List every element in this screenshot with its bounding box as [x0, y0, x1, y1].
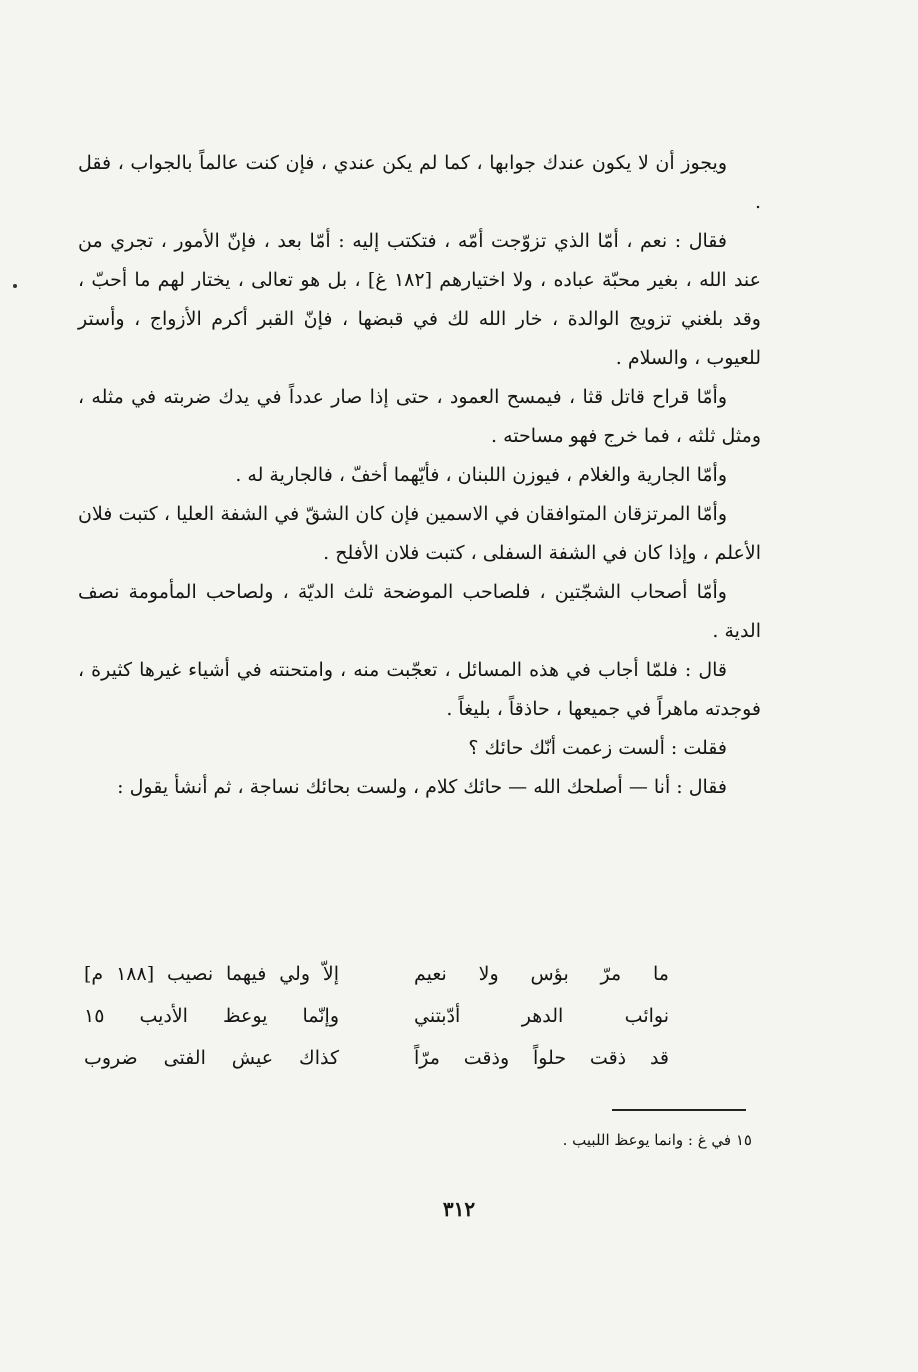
poem-verse [84, 1037, 669, 1079]
paragraph: فقال : أنا — أصلحك الله — حائك كلام ، ولست بحائك نساجة ، ثم أنشأ يقول : [117, 776, 727, 798]
verse-second-hemistich: كذاك عيش الفتى ضروب [84, 1047, 339, 1069]
poem-verse [84, 953, 669, 995]
poem-verse [84, 995, 669, 1037]
verse-first-hemistich: نوائب الدهر أدّبتني [414, 1005, 669, 1027]
paragraph: ويجوز أن لا يكون عندك جوابها ، كما لم يكن عندي ، فإن كنت عالماً بالجواب ، فقل . [78, 152, 761, 213]
verse-second-hemistich: وإنّما يوعظ الأديب ١٥ [84, 1005, 339, 1027]
paragraph: وأمّا الجارية والغلام ، فيوزن اللبنان ، فأيّهما أخفّ ، فالجارية له . [235, 464, 727, 486]
page-number: ٣١٢ [442, 1197, 476, 1221]
paragraph: فقال : نعم ، أمّا الذي تزوّجت أمّه ، فتكتب إليه : أمّا بعد ، فإنّ الأمور ، تجري من عند الله ، بغير محبّة عباده ، ولا اختيارهم [١٨٢ غ] ، بل هو تعالى ، يختار لهم ما أحبّ ، وقد بلغني تزويج الوالدة ، خار الله لك في قبضها ، فإنّ القبر أكرم الأزواج ، وأستر للعيوب ، والسلام . [78, 230, 762, 369]
footnote-divider [612, 1109, 746, 1111]
paragraph: وأمّا المرتزقان المتوافقان في الاسمين فإن كان الشقّ في الشفة العليا ، كتبت فلان الأعلم ، وإذا كان في الشفة السفلى ، كتبت فلان الأفلح . [78, 503, 761, 564]
paragraph: وأمّا قراح قاتل قثا ، فيمسح العمود ، حتى إذا صار عدداً في يدك ضربته في مثله ، ومثل ثلثه ، فما خرج فهو مساحته . [78, 386, 761, 447]
paragraph: فقلت : ألست زعمت أنّك حائك ؟ [468, 737, 727, 759]
paragraph: وأمّا أصحاب الشجّتين ، فلصاحب الموضحة ثلث الديّة ، ولصاحب المأمومة نصف الدية . [78, 581, 761, 642]
paragraph: قال : فلمّا أجاب في هذه المسائل ، تعجّبت منه ، وامتحنته في أشياء غيرها كثيرة ، فوجدته ماهراً في جميعها ، حاذقاً ، بليغاً . [78, 659, 761, 720]
body-text [78, 144, 761, 807]
ink-speck [13, 284, 17, 288]
verse-second-hemistich: إلاّ ولي فيهما نصيب [١٨٨ م] [84, 963, 340, 985]
footnote: ١٥ في غ : وانما يوعظ اللبيب . [562, 1131, 752, 1149]
verse-first-hemistich: قد ذقت حلواً وذقت مرّاً [414, 1047, 669, 1069]
poem [84, 953, 669, 1079]
verse-first-hemistich: ما مرّ بؤس ولا نعيم [414, 963, 669, 985]
